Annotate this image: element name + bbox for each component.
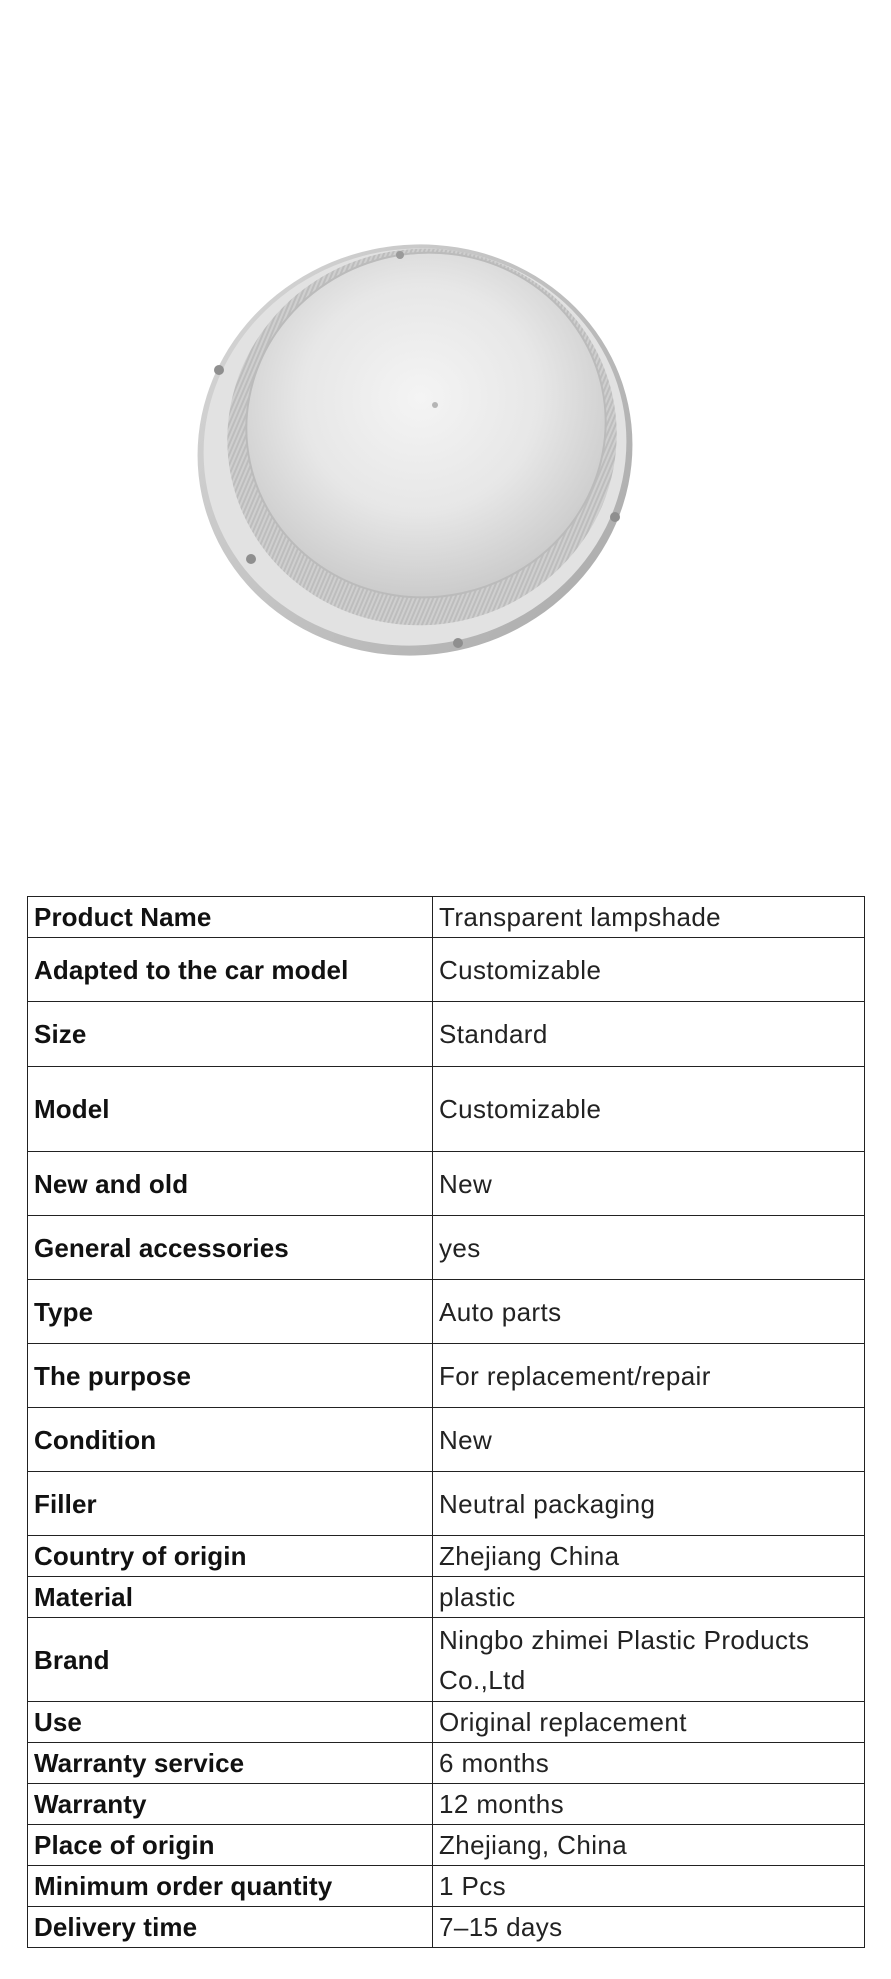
spec-value: Standard xyxy=(433,1002,865,1067)
table-row xyxy=(28,938,865,1002)
spec-label: Warranty xyxy=(28,1784,433,1825)
round-lampshade-image xyxy=(190,225,640,665)
spec-value: New xyxy=(433,1408,865,1472)
spec-label: Model xyxy=(28,1067,433,1152)
table-row xyxy=(28,1152,865,1216)
table-row xyxy=(28,1472,865,1536)
spec-label: Material xyxy=(28,1577,433,1618)
spec-value: Zhejiang China xyxy=(433,1536,865,1577)
spec-label: New and old xyxy=(28,1152,433,1216)
table-row xyxy=(28,1280,865,1344)
table-row xyxy=(28,1067,865,1152)
spec-label: The purpose xyxy=(28,1344,433,1408)
table-row xyxy=(28,1825,865,1866)
table-row xyxy=(28,1002,865,1067)
spec-label: Warranty service xyxy=(28,1743,433,1784)
spec-value: 1 Pcs xyxy=(433,1866,865,1907)
spec-label: General accessories xyxy=(28,1216,433,1280)
spec-label: Use xyxy=(28,1702,433,1743)
spec-label: Type xyxy=(28,1280,433,1344)
table-row xyxy=(28,1618,865,1702)
spec-value: 12 months xyxy=(433,1784,865,1825)
table-row xyxy=(28,1536,865,1577)
spec-value: For replacement/repair xyxy=(433,1344,865,1408)
table-row xyxy=(28,1216,865,1280)
spec-value: Zhejiang, China xyxy=(433,1825,865,1866)
specifications-table xyxy=(27,896,865,1948)
spec-label: Delivery time xyxy=(28,1907,433,1948)
table-row xyxy=(28,1866,865,1907)
spec-value: Original replacement xyxy=(433,1702,865,1743)
table-row xyxy=(28,1743,865,1784)
spec-label: Product Name xyxy=(28,897,433,938)
spec-value: Customizable xyxy=(433,938,865,1002)
table-row xyxy=(28,1907,865,1948)
spec-value: Neutral packaging xyxy=(433,1472,865,1536)
spec-label: Place of origin xyxy=(28,1825,433,1866)
table-row xyxy=(28,897,865,938)
spec-label: Minimum order quantity xyxy=(28,1866,433,1907)
table-row xyxy=(28,1784,865,1825)
spec-value: plastic xyxy=(433,1577,865,1618)
spec-value: 6 months xyxy=(433,1743,865,1784)
table-row xyxy=(28,1408,865,1472)
spec-value: New xyxy=(433,1152,865,1216)
table-row xyxy=(28,1702,865,1743)
table-row xyxy=(28,1577,865,1618)
spec-label: Size xyxy=(28,1002,433,1067)
spec-label: Brand xyxy=(28,1618,433,1702)
spec-value: Auto parts xyxy=(433,1280,865,1344)
spec-value: Customizable xyxy=(433,1067,865,1152)
spec-value: 7–15 days xyxy=(433,1907,865,1948)
spec-label: Adapted to the car model xyxy=(28,938,433,1002)
spec-value: Transparent lampshade xyxy=(433,897,865,938)
spec-value: yes xyxy=(433,1216,865,1280)
table-row xyxy=(28,1344,865,1408)
spec-value: Ningbo zhimei Plastic Products Co.,Ltd xyxy=(433,1618,865,1702)
spec-label: Country of origin xyxy=(28,1536,433,1577)
spec-label: Condition xyxy=(28,1408,433,1472)
spec-label: Filler xyxy=(28,1472,433,1536)
